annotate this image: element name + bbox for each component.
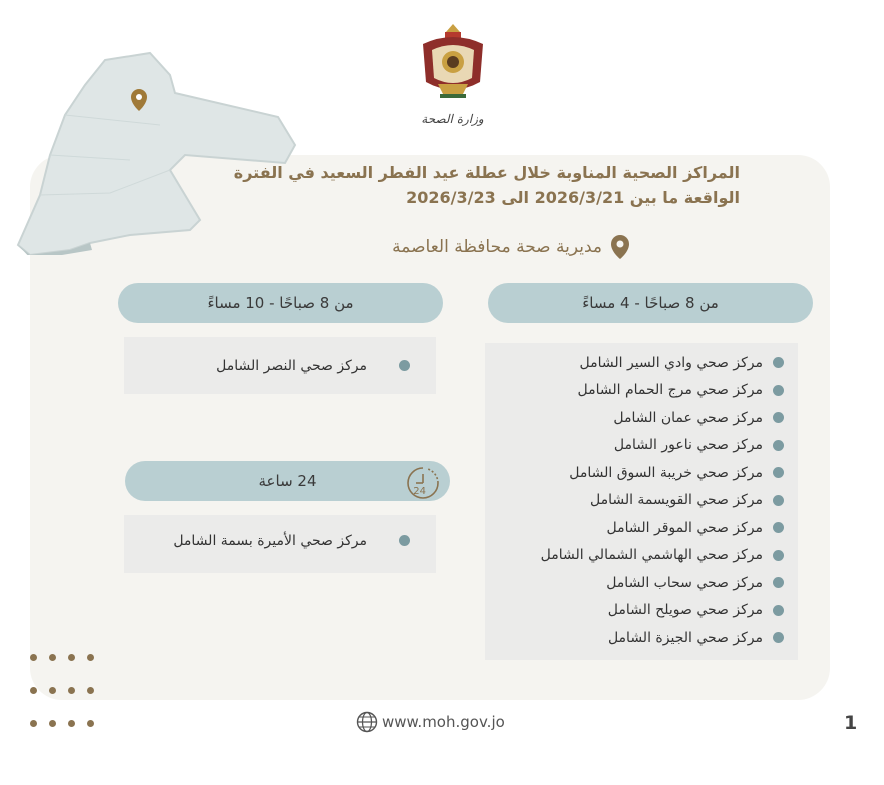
decorative-dots	[30, 654, 94, 661]
title-line-2: الواقعة ما بين 2026/3/21 الى 2026/3/23	[406, 188, 740, 207]
full-day-header	[125, 461, 450, 501]
clock-24-icon	[404, 464, 442, 502]
health-center-name: مركز صحي وادي السير الشامل	[579, 354, 763, 371]
bullet-icon	[773, 440, 784, 451]
bullet-icon	[773, 522, 784, 533]
day-shift-list	[485, 343, 798, 660]
ministry-label: وزارة الصحة	[421, 112, 484, 126]
health-center-name: مركز صحي الهاشمي الشمالي الشامل	[540, 547, 763, 564]
day-shift-header	[488, 283, 813, 323]
location-pin-icon	[610, 234, 630, 260]
bullet-icon	[773, 632, 784, 643]
evening-shift-label: من 8 صباحًا - 10 مساءً	[207, 294, 354, 312]
bullet-icon	[773, 385, 784, 396]
directorate-heading	[300, 233, 630, 261]
bullet-icon	[399, 535, 410, 546]
website-url: www.moh.gov.jo	[382, 713, 505, 731]
bullet-icon	[399, 360, 410, 371]
full-day-label: 24 ساعة	[258, 472, 317, 490]
evening-shift-list	[124, 337, 436, 394]
page-number: 1	[844, 712, 858, 734]
health-center-name: مركز صحي الموقر الشامل	[606, 519, 763, 536]
health-center-name: مركز صحي الأميرة بسمة الشامل	[173, 532, 367, 549]
decorative-dots	[30, 720, 94, 727]
list-item	[499, 569, 784, 597]
health-center-name: مركز صحي القويسمة الشامل	[589, 492, 763, 509]
health-center-name: مركز صحي النصر الشامل	[216, 357, 367, 374]
day-shift-label: من 8 صباحًا - 4 مساءً	[582, 294, 719, 312]
list-item	[499, 487, 784, 515]
health-center-name: مركز صحي خريبة السوق الشامل	[569, 464, 763, 481]
bullet-icon	[773, 605, 784, 616]
health-center-name: مركز صحي عمان الشامل	[613, 409, 763, 426]
list-item	[499, 404, 784, 432]
evening-shift-header	[118, 283, 443, 323]
bullet-icon	[773, 550, 784, 561]
list-item	[499, 459, 784, 487]
bullet-icon	[773, 357, 784, 368]
health-center-name: مركز صحي الجيزة الشامل	[607, 629, 763, 646]
page-title	[200, 160, 740, 210]
health-center-name: مركز صحي سحاب الشامل	[606, 574, 763, 591]
full-day-list	[124, 515, 436, 573]
list-item	[499, 514, 784, 542]
coat-of-arms-icon	[418, 22, 488, 102]
list-item	[138, 352, 422, 380]
list-item	[499, 597, 784, 625]
health-center-name: مركز صحي صويلح الشامل	[607, 602, 763, 619]
decorative-dots	[30, 687, 94, 694]
directorate-label: مديرية صحة محافظة العاصمة	[392, 237, 602, 257]
jordan-map-icon	[10, 45, 300, 255]
list-item	[138, 527, 422, 555]
bullet-icon	[773, 467, 784, 478]
health-center-name: مركز صحي مرج الحمام الشامل	[577, 382, 763, 399]
globe-icon	[356, 711, 378, 733]
bullet-icon	[773, 412, 784, 423]
clock-24-text: 24	[413, 486, 426, 497]
list-item	[499, 349, 784, 377]
bullet-icon	[773, 495, 784, 506]
list-item	[499, 542, 784, 570]
bullet-icon	[773, 577, 784, 588]
list-item	[499, 377, 784, 405]
health-center-name: مركز صحي ناعور الشامل	[613, 437, 763, 454]
title-line-1: المراكز الصحية المناوبة خلال عطلة عيد الفطر السعيد في الفترة	[233, 163, 740, 182]
list-item	[499, 432, 784, 460]
website-link[interactable]	[356, 710, 505, 734]
list-item	[499, 624, 784, 652]
